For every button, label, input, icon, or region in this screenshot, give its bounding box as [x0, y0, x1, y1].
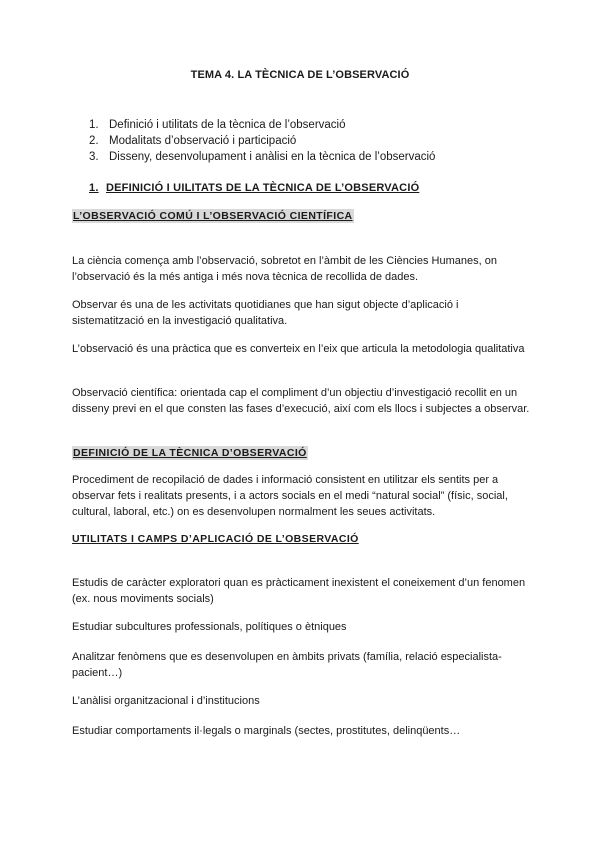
paragraph: Estudis de caràcter exploratori quan es pràcticament inexistent el coneixement d’un fenomen (ex. nous moviments socials)	[72, 577, 526, 605]
paragraph: La ciència comença amb l’observació, sobretot en l’àmbit de les Ciències Humanes, on l’observació és la més antiga i més nova tècnica de recollida de dades.	[72, 255, 497, 283]
toc-item	[89, 117, 435, 133]
table-of-contents	[89, 117, 435, 165]
subheading-uses: UTILITATS I CAMPS D’APLICACIÓ DE L’OBSERVACIÓ	[72, 533, 359, 545]
toc-item-number: 2.	[89, 135, 99, 147]
subheading-common-scientific: L’OBSERVACIÓ COMÚ I L’OBSERVACIÓ CIENTÍFICA	[73, 210, 353, 222]
toc-item-number: 3.	[89, 151, 99, 163]
paragraph: Analitzar fenòmens que es desenvolupen en àmbits privats (família, relació especialista-pacient…)	[72, 651, 502, 679]
toc-item-number: 1.	[89, 119, 99, 131]
document-title: TEMA 4. LA TÈCNICA DE L’OBSERVACIÓ	[190, 69, 410, 81]
toc-item-text: Modalitats d’observació i participació	[109, 135, 297, 147]
toc-item	[89, 149, 435, 165]
section-number: 1.	[89, 182, 99, 194]
section-heading	[89, 182, 419, 194]
paragraph: Observació científica: orientada cap el compliment d’un objectiu d’investigació recollit en un disseny previ en el que consten las fases d’execució, així com els llocs i subjectes a observar.	[72, 387, 530, 415]
paragraph: Estudiar subcultures professionals, polítiques o ètniques	[72, 621, 347, 633]
paragraph: Estudiar comportaments il·legals o marginals (sectes, prostitutes, delinqüents…	[72, 725, 461, 737]
toc-item-text: Definició i utilitats de la tècnica de l’observació	[109, 119, 346, 131]
paragraph: Observar és una de les activitats quotidianes que han sigut objecte d’aplicació i sistematització en la investigació qualitativa.	[72, 299, 459, 327]
paragraph: L’observació és una pràctica que es converteix en l’eix que articula la metodologia qualitativa	[72, 343, 525, 355]
paragraph: L’anàlisi organitzacional i d’institucions	[72, 695, 260, 707]
section-heading-text: DEFINICIÓ I UILITATS DE LA TÈCNICA DE L’OBSERVACIÓ	[106, 182, 420, 194]
paragraph: Procediment de recopilació de dades i informació consistent en utilitzar els sentits per a observar fets i realitats presents, i a actors socials en el medi “natural social” (físic, social, cultural, laboral, etc.) on es desenvolupen normalment les seues activitats.	[72, 474, 508, 518]
subheading-definition: DEFINICIÓ DE LA TÈCNICA D’OBSERVACIÓ	[73, 447, 307, 459]
toc-item-text: Disseny, desenvolupament i anàlisi en la tècnica de l’observació	[109, 151, 436, 163]
toc-item	[89, 133, 435, 149]
